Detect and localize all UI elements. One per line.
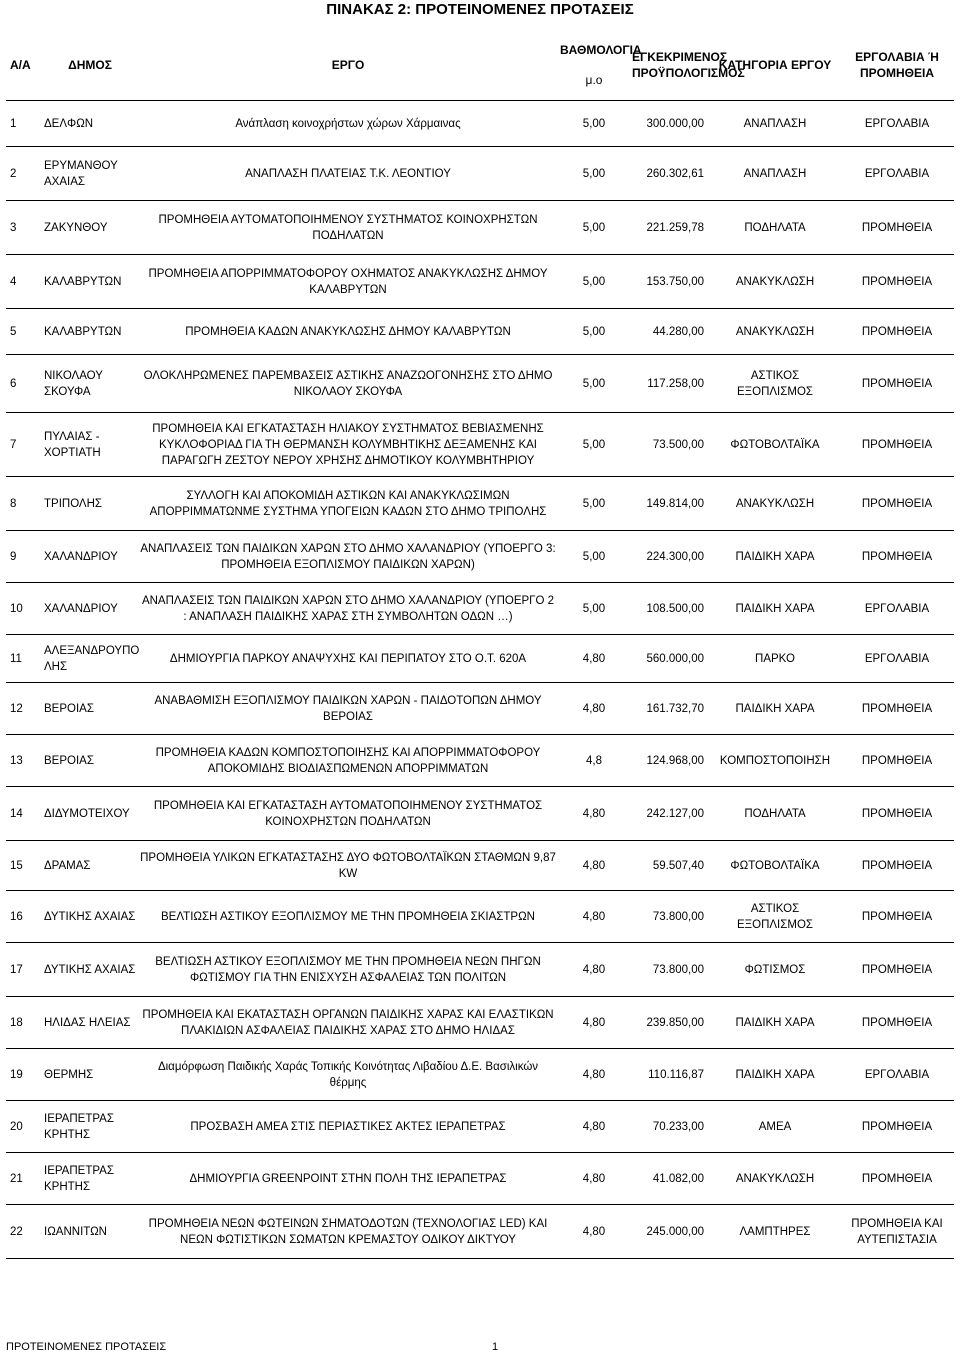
cell-ergo: ΒΕΛΤΙΩΣΗ ΑΣΤΙΚΟΥ ΕΞΟΠΛΙΣΜΟΥ ΜΕ ΤΗΝ ΠΡΟΜΗΘΕΙΑ ΣΚΙΑΣΤΡΩΝ (138, 891, 558, 943)
cell-aa: 8 (6, 477, 42, 531)
table-row (6, 531, 954, 583)
cell-category: ΑΝΑΚΥΚΛΩΣΗ (710, 1153, 840, 1205)
table-row (6, 735, 954, 787)
cell-budget: 73.500,00 (630, 413, 710, 477)
cell-category: ΑΣΤΙΚΟΣ ΕΞΟΠΛΙΣΜΟΣ (710, 355, 840, 413)
cell-category: ΠΑΙΔΙΚΗ ΧΑΡΑ (710, 683, 840, 735)
cell-budget: 300.000,00 (630, 101, 710, 147)
cell-ergo: Ανάπλαση κοινοχρήστων χώρων Χάρμαινας (138, 101, 558, 147)
cell-ergo: ΑΝΑΠΛΑΣΗ ΠΛΑΤΕΙΑΣ Τ.Κ. ΛΕΟΝΤΙΟΥ (138, 147, 558, 201)
cell-budget: 73.800,00 (630, 943, 710, 997)
cell-ergo: ΠΡΟΜΗΘΕΙΑ ΑΥΤΟΜΑΤΟΠΟΙΗΜΕΝΟΥ ΣΥΣΤΗΜΑΤΟΣ ΚΟΙΝΟΧΡΗΣΤΩΝ ΠΟΔΗΛΑΤΩΝ (138, 201, 558, 255)
cell-type: ΕΡΓΟΛΑΒΙΑ (840, 583, 954, 635)
cell-budget: 260.302,61 (630, 147, 710, 201)
cell-ergo: ΠΡΟΜΗΘΕΙΑ ΥΛΙΚΩΝ ΕΓΚΑΤΑΣΤΑΣΗΣ ΔΥΟ ΦΩΤΟΒΟΛΤΑΪΚΩΝ ΣΤΑΘΜΩΝ 9,87 KW (138, 841, 558, 891)
header-aa: Α/Α (6, 30, 42, 101)
header-egkekrimenos: ΕΓΚΕΚΡΙΜΕΝΟΣ ΠΡΟΫΠΟΛΟΓΙΣΜΟΣ (630, 30, 710, 101)
cell-type: ΠΡΟΜΗΘΕΙΑ (840, 309, 954, 355)
cell-ergo: ΑΝΑΒΑΘΜΙΣΗ ΕΞΟΠΛΙΣΜΟΥ ΠΑΙΔΙΚΩΝ ΧΑΡΩΝ - ΠΑΙΔΟΤΟΠΩΝ ΔΗΜΟΥ ΒΕΡΟΙΑΣ (138, 683, 558, 735)
cell-dimos: ΘΕΡΜΗΣ (42, 1049, 138, 1101)
cell-type: ΠΡΟΜΗΘΕΙΑ ΚΑΙ ΑΥΤΕΠΙΣΤΑΣΙΑ (840, 1205, 954, 1259)
cell-category: ΠΑΙΔΙΚΗ ΧΑΡΑ (710, 531, 840, 583)
table-row (6, 683, 954, 735)
cell-aa: 1 (6, 101, 42, 147)
cell-ergo: ΟΛΟΚΛΗΡΩΜΕΝΕΣ ΠΑΡΕΜΒΑΣΕΙΣ ΑΣΤΙΚΗΣ ΑΝΑΖΩΟΓΟΝΗΣΗΣ ΣΤΟ ΔΗΜΟ ΝΙΚΟΛΑΟΥ ΣΚΟΥΦΑ (138, 355, 558, 413)
cell-type: ΠΡΟΜΗΘΕΙΑ (840, 355, 954, 413)
cell-dimos: ΠΥΛΑΙΑΣ - ΧΟΡΤΙΑΤΗ (42, 413, 138, 477)
cell-category: ΦΩΤΙΣΜΟΣ (710, 943, 840, 997)
table-row (6, 1205, 954, 1259)
cell-budget: 153.750,00 (630, 255, 710, 309)
cell-budget: 108.500,00 (630, 583, 710, 635)
cell-bathmologia: 4,80 (558, 1153, 630, 1205)
cell-dimos: ΙΕΡΑΠΕΤΡΑΣ ΚΡΗΤΗΣ (42, 1101, 138, 1153)
cell-dimos: ΧΑΛΑΝΔΡΙΟΥ (42, 583, 138, 635)
header-bathmologia-sub: μ.ο (585, 73, 603, 87)
cell-category: ΑΝΑΠΛΑΣΗ (710, 101, 840, 147)
cell-ergo: ΠΡΟΜΗΘΕΙΑ ΚΑΔΩΝ ΑΝΑΚΥΚΛΩΣΗΣ ΔΗΜΟΥ ΚΑΛΑΒΡΥΤΩΝ (138, 309, 558, 355)
cell-budget: 117.258,00 (630, 355, 710, 413)
cell-aa: 22 (6, 1205, 42, 1259)
page-number: 1 (492, 1341, 499, 1353)
cell-bathmologia: 5,00 (558, 531, 630, 583)
cell-type: ΠΡΟΜΗΘΕΙΑ (840, 1153, 954, 1205)
cell-type: ΕΡΓΟΛΑΒΙΑ (840, 147, 954, 201)
cell-dimos: ΤΡΙΠΟΛΗΣ (42, 477, 138, 531)
cell-dimos: ΚΑΛΑΒΡΥΤΩΝ (42, 309, 138, 355)
cell-category: ΠΑΙΔΙΚΗ ΧΑΡΑ (710, 997, 840, 1049)
cell-aa: 14 (6, 787, 42, 841)
cell-ergo: ΠΡΟΜΗΘΕΙΑ ΚΑΙ ΕΓΚΑΤΑΣΤΑΣΗ ΑΥΤΟΜΑΤΟΠΟΙΗΜΕΝΟΥ ΣΥΣΤΗΜΑΤΟΣ ΚΟΙΝΟΧΡΗΣΤΩΝ ΠΟΔΗΛΑΤΩΝ (138, 787, 558, 841)
cell-type: ΠΡΟΜΗΘΕΙΑ (840, 531, 954, 583)
table-row (6, 997, 954, 1049)
cell-ergo: ΑΝΑΠΛΑΣΕΙΣ ΤΩΝ ΠΑΙΔΙΚΩΝ ΧΑΡΩΝ ΣΤΟ ΔΗΜΟ ΧΑΛΑΝΔΡΙΟΥ (ΥΠΟΕΡΓΟ 3: ΠΡΟΜΗΘΕΙΑ ΕΞΟΠΛΙΣΜΟΥ ΠΑΙΔΙΚΩΝ ΧΑΡΩΝ) (138, 531, 558, 583)
cell-category: ΑΣΤΙΚΟΣ ΕΞΟΠΛΙΣΜΟΣ (710, 891, 840, 943)
table-row (6, 477, 954, 531)
cell-category: ΑΝΑΠΛΑΣΗ (710, 147, 840, 201)
cell-dimos: ΧΑΛΑΝΔΡΙΟΥ (42, 531, 138, 583)
cell-type: ΠΡΟΜΗΘΕΙΑ (840, 787, 954, 841)
cell-category: ΑΝΑΚΥΚΛΩΣΗ (710, 477, 840, 531)
cell-budget: 59.507,40 (630, 841, 710, 891)
cell-budget: 124.968,00 (630, 735, 710, 787)
cell-dimos: ΕΡΥΜΑΝΘΟΥ ΑΧΑΙΑΣ (42, 147, 138, 201)
footer-label: ΠΡΟΤΕΙΝΟΜΕΝΕΣ ΠΡΟΤΑΣΕΙΣ (6, 1341, 167, 1353)
cell-budget: 149.814,00 (630, 477, 710, 531)
cell-category: ΦΩΤΟΒΟΛΤΑΪΚΑ (710, 413, 840, 477)
table-row (6, 1153, 954, 1205)
table-row (6, 943, 954, 997)
cell-ergo: ΣΥΛΛΟΓΗ ΚΑΙ ΑΠΟΚΟΜΙΔΗ ΑΣΤΙΚΩΝ ΚΑΙ ΑΝΑΚΥΚΛΩΣΙΜΩΝ ΑΠΟΡΡΙΜΜΑΤΩΝΜΕ ΣΥΣΤΗΜΑ ΥΠΟΓΕΙΩΝ ΚΑΔΩΝ ΣΤΟ ΔΗΜΟ ΤΡΙΠΟΛΗΣ (138, 477, 558, 531)
cell-dimos: ΗΛΙΔΑΣ ΗΛΕΙΑΣ (42, 997, 138, 1049)
table-row (6, 1101, 954, 1153)
cell-budget: 221.259,78 (630, 201, 710, 255)
cell-aa: 3 (6, 201, 42, 255)
cell-ergo: ΑΝΑΠΛΑΣΕΙΣ ΤΩΝ ΠΑΙΔΙΚΩΝ ΧΑΡΩΝ ΣΤΟ ΔΗΜΟ ΧΑΛΑΝΔΡΙΟΥ (ΥΠΟΕΡΓΟ 2 : ΑΝΑΠΛΑΣΗ ΠΑΙΔΙΚΗΣ ΧΑΡΑΣ ΣΤΗ ΣΥΜΒΟΛΗΤΩΝ ΟΔΩΝ …) (138, 583, 558, 635)
cell-bathmologia: 5,00 (558, 355, 630, 413)
cell-budget: 70.233,00 (630, 1101, 710, 1153)
cell-ergo: ΔΗΜΙΟΥΡΓΙΑ GREENPOINT ΣΤΗΝ ΠΟΛΗ ΤΗΣ ΙΕΡΑΠΕΤΡΑΣ (138, 1153, 558, 1205)
cell-bathmologia: 4,80 (558, 1205, 630, 1259)
table-row (6, 355, 954, 413)
table-body (6, 101, 954, 1259)
cell-type: ΠΡΟΜΗΘΕΙΑ (840, 891, 954, 943)
cell-bathmologia: 5,00 (558, 583, 630, 635)
cell-budget: 44.280,00 (630, 309, 710, 355)
cell-bathmologia: 4,80 (558, 635, 630, 683)
cell-ergo: ΠΡΟΜΗΘΕΙΑ ΑΠΟΡΡΙΜΜΑΤΟΦΟΡΟΥ ΟΧΗΜΑΤΟΣ ΑΝΑΚΥΚΛΩΣΗΣ ΔΗΜΟΥ ΚΑΛΑΒΡΥΤΩΝ (138, 255, 558, 309)
cell-ergo: ΠΡΟΜΗΘΕΙΑ ΝΕΩΝ ΦΩΤΕΙΝΩΝ ΣΗΜΑΤΟΔΟΤΩΝ (ΤΕΧΝΟΛΟΓΙΑΣ LED) ΚΑΙ ΝΕΩΝ ΦΩΤΙΣΤΙΚΩΝ ΣΩΜΑΤΩΝ ΚΡΕΜΑΣΤΟΥ ΟΔΙΚΟΥ ΔΙΚΤΥΟΥ (138, 1205, 558, 1259)
cell-aa: 10 (6, 583, 42, 635)
cell-budget: 161.732,70 (630, 683, 710, 735)
cell-dimos: ΔΙΔΥΜΟΤΕΙΧΟΥ (42, 787, 138, 841)
table-row (6, 891, 954, 943)
table-row (6, 635, 954, 683)
cell-aa: 19 (6, 1049, 42, 1101)
cell-aa: 9 (6, 531, 42, 583)
cell-category: ΑΜΕΑ (710, 1101, 840, 1153)
cell-type: ΠΡΟΜΗΘΕΙΑ (840, 477, 954, 531)
cell-budget: 41.082,00 (630, 1153, 710, 1205)
cell-aa: 18 (6, 997, 42, 1049)
cell-aa: 13 (6, 735, 42, 787)
cell-category: ΑΝΑΚΥΚΛΩΣΗ (710, 255, 840, 309)
cell-budget: 224.300,00 (630, 531, 710, 583)
cell-ergo: ΠΡΟΜΗΘΕΙΑ ΚΑΔΩΝ ΚΟΜΠΟΣΤΟΠΟΙΗΣΗΣ ΚΑΙ ΑΠΟΡΡΙΜΜΑΤΟΦΟΡΟΥ ΑΠΟΚΟΜΙΔΗΣ ΒΙΟΔΙΑΣΠΩΜΕΝΩΝ ΑΠΟΡΡΙΜΜΑΤΩΝ (138, 735, 558, 787)
cell-aa: 2 (6, 147, 42, 201)
cell-dimos: ΒΕΡΟΙΑΣ (42, 735, 138, 787)
cell-bathmologia: 5,00 (558, 201, 630, 255)
cell-budget: 242.127,00 (630, 787, 710, 841)
cell-category: ΦΩΤΟΒΟΛΤΑΪΚΑ (710, 841, 840, 891)
table-row (6, 787, 954, 841)
table-row (6, 583, 954, 635)
cell-type: ΕΡΓΟΛΑΒΙΑ (840, 635, 954, 683)
cell-dimos: ΖΑΚΥΝΘΟΥ (42, 201, 138, 255)
cell-category: ΠΑΡΚΟ (710, 635, 840, 683)
cell-type: ΕΡΓΟΛΑΒΙΑ (840, 1049, 954, 1101)
cell-dimos: ΔΕΛΦΩΝ (42, 101, 138, 147)
cell-aa: 12 (6, 683, 42, 735)
cell-ergo: ΠΡΟΜΗΘΕΙΑ ΚΑΙ ΕΚΑΤΑΣΤΑΣΗ ΟΡΓΑΝΩΝ ΠΑΙΔΙΚΗΣ ΧΑΡΑΣ ΚΑΙ ΕΛΑΣΤΙΚΩΝ ΠΛΑΚΙΔΙΩΝ ΑΣΦΑΛΕΙΑΣ ΠΑΙΔΙΚΗΣ ΧΑΡΑΣ ΣΤΟ ΔΗΜΟ ΗΛΙΔΑΣ (138, 997, 558, 1049)
cell-category: ΠΑΙΔΙΚΗ ΧΑΡΑ (710, 583, 840, 635)
cell-category: ΑΝΑΚΥΚΛΩΣΗ (710, 309, 840, 355)
page-title: ΠΙΝΑΚΑΣ 2: ΠΡΟΤΕΙΝΟΜΕΝΕΣ ΠΡΟΤΑΣΕΙΣ (326, 1, 634, 18)
cell-aa: 15 (6, 841, 42, 891)
cell-bathmologia: 4,80 (558, 787, 630, 841)
cell-aa: 17 (6, 943, 42, 997)
cell-bathmologia: 4,80 (558, 943, 630, 997)
header-katigoria: ΚΑΤΗΓΟΡΙΑ ΕΡΓΟΥ (710, 30, 840, 101)
cell-aa: 11 (6, 635, 42, 683)
cell-type: ΠΡΟΜΗΘΕΙΑ (840, 735, 954, 787)
table-row (6, 255, 954, 309)
cell-aa: 20 (6, 1101, 42, 1153)
cell-type: ΠΡΟΜΗΘΕΙΑ (840, 683, 954, 735)
cell-type: ΠΡΟΜΗΘΕΙΑ (840, 413, 954, 477)
cell-bathmologia: 5,00 (558, 255, 630, 309)
cell-aa: 6 (6, 355, 42, 413)
cell-category: ΠΟΔΗΛΑΤΑ (710, 787, 840, 841)
header-bathmologia-label: ΒΑΘΜΟΛΟΓΙΑ (560, 43, 642, 57)
cell-dimos: ΑΛΕΞΑΝΔΡΟΥΠΟ ΛΗΣ (42, 635, 138, 683)
cell-type: ΠΡΟΜΗΘΕΙΑ (840, 201, 954, 255)
cell-dimos: ΙΩΑΝΝΙΤΩΝ (42, 1205, 138, 1259)
cell-budget: 110.116,87 (630, 1049, 710, 1101)
cell-budget: 239.850,00 (630, 997, 710, 1049)
header-dimos: ΔΗΜΟΣ (42, 30, 138, 101)
cell-category: ΠΑΙΔΙΚΗ ΧΑΡΑ (710, 1049, 840, 1101)
cell-category: ΛΑΜΠΤΗΡΕΣ (710, 1205, 840, 1259)
cell-type: ΠΡΟΜΗΘΕΙΑ (840, 1101, 954, 1153)
table-row (6, 201, 954, 255)
table-row (6, 101, 954, 147)
cell-ergo: ΠΡΟΜΗΘΕΙΑ ΚΑΙ ΕΓΚΑΤΑΣΤΑΣΗ ΗΛΙΑΚΟΥ ΣΥΣΤΗΜΑΤΟΣ ΒΕΒΙΑΣΜΕΝΗΣ ΚΥΚΛΟΦΟΡΙΑΔ ΓΙΑ ΤΗ ΘΕΡΜΑΝΣΗ ΚΟΛΥΜΒΗΤΙΚΗΣ ΔΕΞΑΜΕΝΗΣ ΚΑΙ ΠΑΡΑΓΩΓΗ ΖΕΣΤΟΥ ΝΕΡΟΥ ΧΡΗΣΗΣ ΔΗΜΟΤΙΚΟΥ ΚΟΛΥΜΒΗΤΗΡΙΟΥ (138, 413, 558, 477)
cell-aa: 7 (6, 413, 42, 477)
table-row (6, 309, 954, 355)
cell-budget: 73.800,00 (630, 891, 710, 943)
table-header-row (6, 30, 954, 101)
cell-category: ΠΟΔΗΛΑΤΑ (710, 201, 840, 255)
cell-bathmologia: 4,80 (558, 683, 630, 735)
cell-category: ΚΟΜΠΟΣΤΟΠΟΙΗΣΗ (710, 735, 840, 787)
cell-bathmologia: 4,80 (558, 1101, 630, 1153)
cell-type: ΠΡΟΜΗΘΕΙΑ (840, 841, 954, 891)
cell-aa: 16 (6, 891, 42, 943)
cell-dimos: ΔΡΑΜΑΣ (42, 841, 138, 891)
cell-budget: 245.000,00 (630, 1205, 710, 1259)
cell-type: ΠΡΟΜΗΘΕΙΑ (840, 943, 954, 997)
cell-dimos: ΙΕΡΑΠΕΤΡΑΣ ΚΡΗΤΗΣ (42, 1153, 138, 1205)
cell-dimos: ΔΥΤΙΚΗΣ ΑΧΑΙΑΣ (42, 891, 138, 943)
cell-ergo: Διαμόρφωση Παιδικής Χαράς Τοπικής Κοινότητας Λιβαδίου Δ.Ε. Βασιλικών θέρμης (138, 1049, 558, 1101)
cell-bathmologia: 5,00 (558, 477, 630, 531)
cell-bathmologia: 5,00 (558, 101, 630, 147)
cell-bathmologia: 4,80 (558, 1049, 630, 1101)
cell-ergo: ΔΗΜΙΟΥΡΓΙΑ ΠΑΡΚΟΥ ΑΝΑΨΥΧΗΣ ΚΑΙ ΠΕΡΙΠΑΤΟΥ ΣΤΟ Ο.Τ. 620Α (138, 635, 558, 683)
cell-aa: 4 (6, 255, 42, 309)
cell-bathmologia: 4,80 (558, 997, 630, 1049)
table-row (6, 147, 954, 201)
header-ergolavia: ΕΡΓΟΛΑΒΙΑ Ή ΠΡΟΜΗΘΕΙΑ (840, 30, 954, 101)
table-row (6, 841, 954, 891)
cell-aa: 5 (6, 309, 42, 355)
cell-bathmologia: 4,80 (558, 841, 630, 891)
cell-type: ΕΡΓΟΛΑΒΙΑ (840, 101, 954, 147)
cell-bathmologia: 5,00 (558, 309, 630, 355)
cell-ergo: ΠΡΟΣΒΑΣΗ ΑΜΕΑ ΣΤΙΣ ΠΕΡΙΑΣΤΙΚΕΣ ΑΚΤΕΣ ΙΕΡΑΠΕΤΡΑΣ (138, 1101, 558, 1153)
header-bathmologia (558, 30, 642, 101)
cell-type: ΠΡΟΜΗΘΕΙΑ (840, 997, 954, 1049)
proposals-table (6, 30, 954, 1259)
table-row (6, 1049, 954, 1101)
cell-bathmologia: 4,80 (558, 891, 630, 943)
cell-bathmologia: 5,00 (558, 147, 630, 201)
cell-dimos: ΝΙΚΟΛΑΟΥ ΣΚΟΥΦΑ (42, 355, 138, 413)
cell-dimos: ΔΥΤΙΚΗΣ ΑΧΑΙΑΣ (42, 943, 138, 997)
cell-aa: 21 (6, 1153, 42, 1205)
cell-budget: 560.000,00 (630, 635, 710, 683)
table-row (6, 413, 954, 477)
cell-dimos: ΚΑΛΑΒΡΥΤΩΝ (42, 255, 138, 309)
cell-bathmologia: 5,00 (558, 413, 630, 477)
cell-bathmologia: 4,8 (558, 735, 630, 787)
header-ergo: ΕΡΓΟ (138, 30, 558, 101)
cell-type: ΠΡΟΜΗΘΕΙΑ (840, 255, 954, 309)
cell-dimos: ΒΕΡΟΙΑΣ (42, 683, 138, 735)
cell-ergo: ΒΕΛΤΙΩΣΗ ΑΣΤΙΚΟΥ ΕΞΟΠΛΙΣΜΟΥ ΜΕ ΤΗΝ ΠΡΟΜΗΘΕΙΑ ΝΕΩΝ ΠΗΓΩΝ ΦΩΤΙΣΜΟΥ ΓΙΑ ΤΗΝ ΕΝΙΣΧΥΣΗ ΑΣΦΑΛΕΙΑΣ ΤΩΝ ΠΟΛΙΤΩΝ (138, 943, 558, 997)
